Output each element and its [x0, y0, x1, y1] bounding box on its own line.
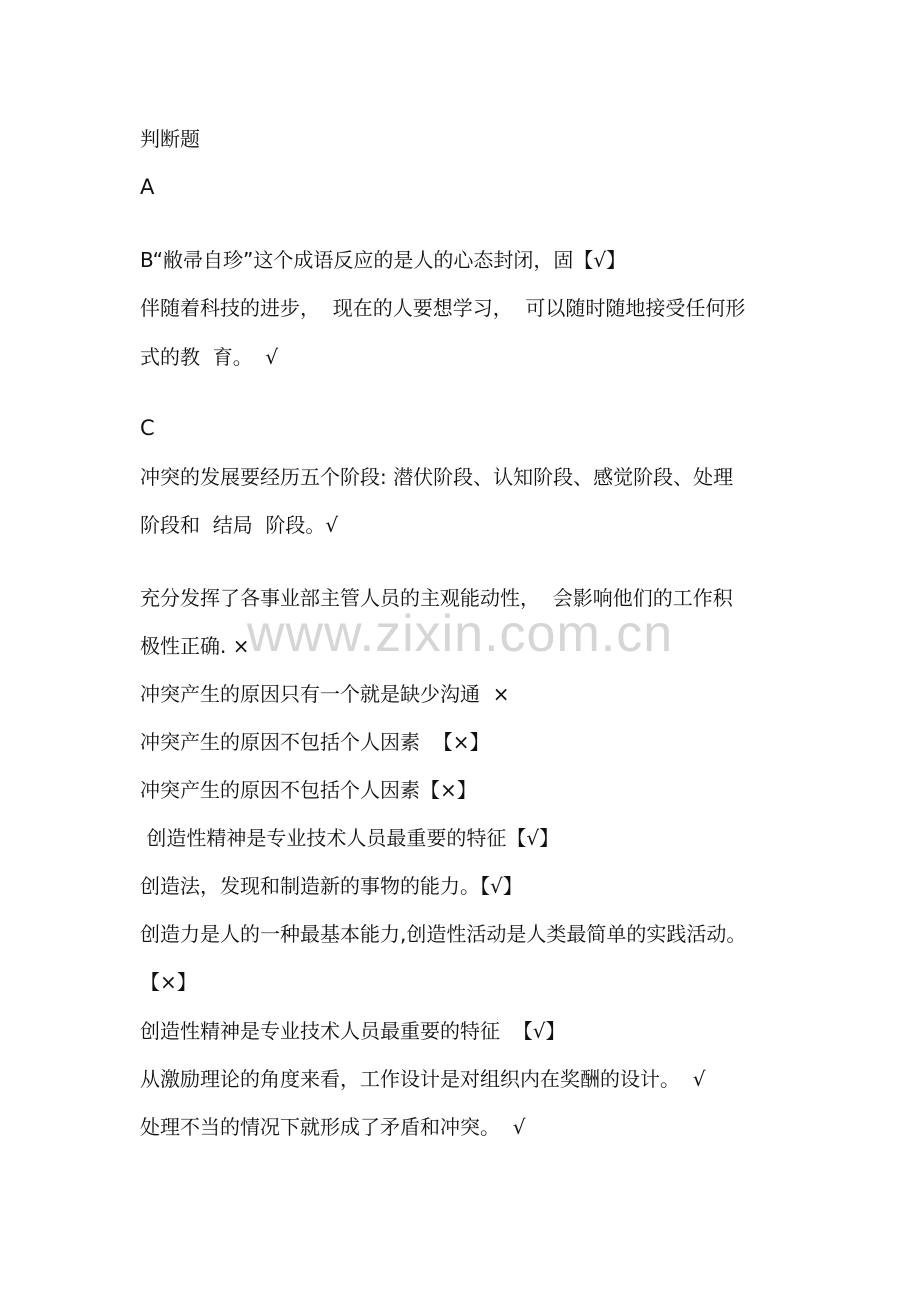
list-item: 冲突产生的原因不包括个人因素 【×】: [140, 730, 490, 754]
list-item: 阶段和 结局 阶段。√: [140, 513, 339, 537]
list-item: 【×】: [140, 970, 197, 994]
list-item: 创造法，发现和制造新的事物的能力。【√】: [140, 874, 523, 898]
section-b-line-3: 式的教 育。 √: [140, 345, 279, 369]
list-item: 充分发挥了各事业部主管人员的主观能动性， 会影响他们的工作积: [140, 586, 733, 610]
list-item: 冲突的发展要经历五个阶段: 潜伏阶段、认知阶段、感觉阶段、处理: [140, 465, 734, 489]
page-title: 判断题: [140, 127, 200, 151]
section-a-label: A: [140, 175, 155, 199]
list-item: 从激励理论的角度来看，工作设计是对组织内在奖酬的设计。 √: [140, 1067, 706, 1091]
list-item: 创造力是人的一种最基本能力,创造性活动是人类最简单的实践活动。: [140, 922, 747, 946]
list-item: 创造性精神是专业技术人员最重要的特征 【√】: [140, 1019, 566, 1043]
list-item: 创造性精神是专业技术人员最重要的特征【√】: [140, 826, 560, 850]
list-item: 极性正确. ×: [140, 634, 250, 658]
section-c-label: C: [140, 416, 155, 440]
section-b-line-1: B“敝帚自珍”这个成语反应的是人的心态封闭，固【√】: [140, 248, 627, 272]
list-item: 冲突产生的原因只有一个就是缺少沟通 ×: [140, 682, 510, 706]
list-item: 处理不当的情况下就形成了矛盾和冲突。 √: [140, 1115, 526, 1139]
section-b-line-2: 伴随着科技的进步， 现在的人要想学习， 可以随时随地接受任何形: [140, 296, 746, 320]
list-item: 冲突产生的原因不包括个人因素【×】: [140, 778, 477, 802]
watermark: www.zixin.com.cn: [246, 605, 674, 663]
